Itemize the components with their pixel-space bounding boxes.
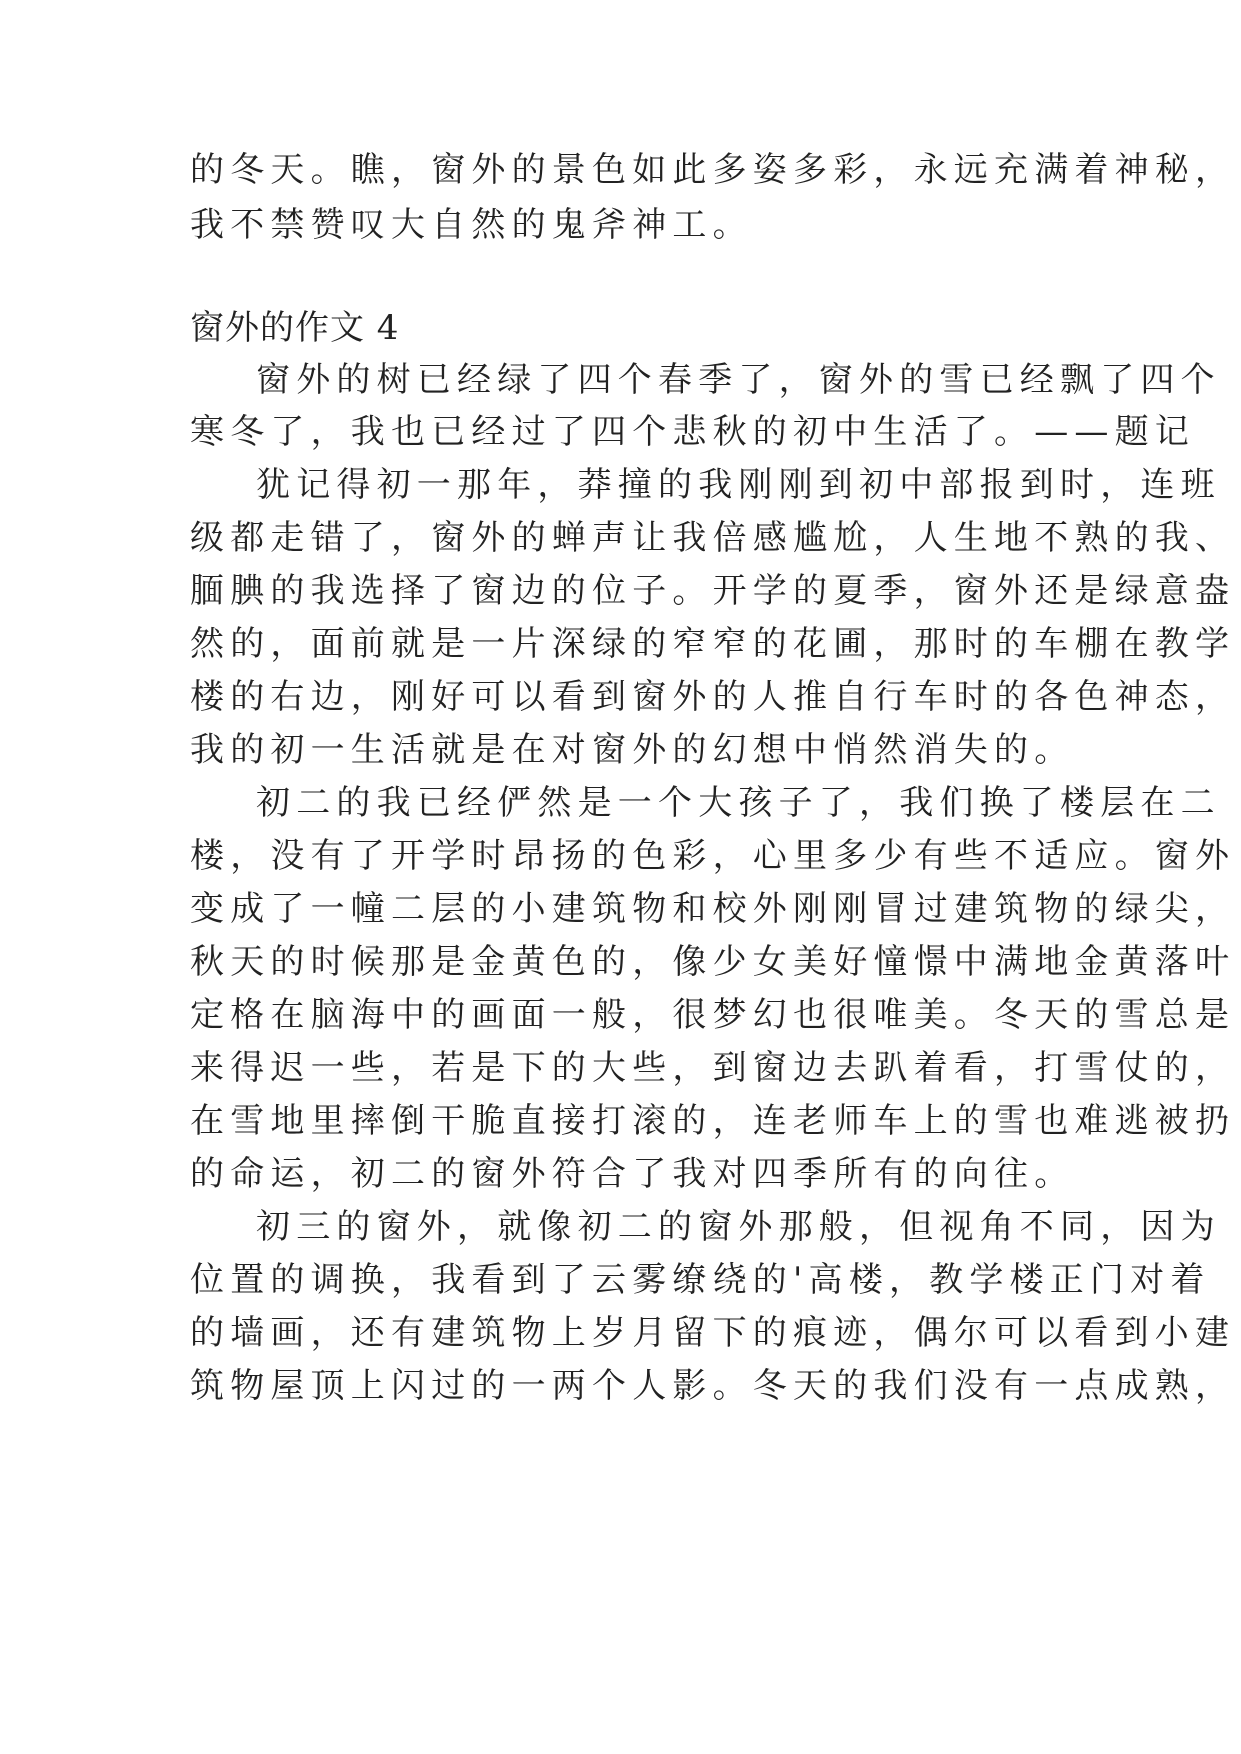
text-line: 楼的右边，刚好可以看到窗外的人推自行车时的各色神态， [190, 677, 1236, 717]
text-line: 腼腆的我选择了窗边的位子。开学的夏季，窗外还是绿意盎 [190, 571, 1236, 611]
text-line: 在雪地里摔倒干脆直接打滚的，连老师车上的雪也难逃被扔 [190, 1101, 1236, 1141]
text-line: 级都走错了，窗外的蝉声让我倍感尴尬，人生地不熟的我、 [190, 518, 1236, 558]
text-line: 初三的窗外，就像初二的窗外那般，但视角不同，因为 [256, 1207, 1221, 1247]
text-line: 犹记得初一那年，莽撞的我刚刚到初中部报到时，连班 [256, 465, 1221, 505]
section-title: 窗外的作文 4 [190, 308, 400, 348]
text-line: 的冬天。瞧，窗外的景色如此多姿多彩，永远充满着神秘， [190, 150, 1236, 190]
text-line: 的墙画，还有建筑物上岁月留下的痕迹，偶尔可以看到小建 [190, 1313, 1236, 1353]
text-line: 的命运，初二的窗外符合了我对四季所有的向往。 [190, 1154, 1075, 1194]
text-line: 窗外的树已经绿了四个春季了，窗外的雪已经飘了四个 [256, 360, 1221, 400]
text-line: 我的初一生活就是在对窗外的幻想中悄然消失的。 [190, 730, 1075, 770]
text-line: 来得迟一些，若是下的大些，到窗边去趴着看，打雪仗的， [190, 1048, 1236, 1088]
text-line: 然的，面前就是一片深绿的窄窄的花圃，那时的车棚在教学 [190, 624, 1236, 664]
text-line: 初二的我已经俨然是一个大孩子了，我们换了楼层在二 [256, 783, 1221, 823]
text-line: 位置的调换，我看到了云雾缭绕的'高楼，教学楼正门对着 [190, 1260, 1211, 1300]
text-line: 定格在脑海中的画面一般，很梦幻也很唯美。冬天的雪总是 [190, 995, 1236, 1035]
text-line: 秋天的时候那是金黄色的，像少女美好憧憬中满地金黄落叶 [190, 942, 1236, 982]
text-line: 变成了一幢二层的小建筑物和校外刚刚冒过建筑物的绿尖， [190, 889, 1236, 929]
text-line: 楼，没有了开学时昂扬的色彩，心里多少有些不适应。窗外 [190, 836, 1236, 876]
text-line: 寒冬了，我也已经过了四个悲秋的初中生活了。——题记 [190, 412, 1195, 452]
text-line: 筑物屋顶上闪过的一两个人影。冬天的我们没有一点成熟， [190, 1366, 1236, 1406]
text-line: 我不禁赞叹大自然的鬼斧神工。 [190, 205, 753, 245]
